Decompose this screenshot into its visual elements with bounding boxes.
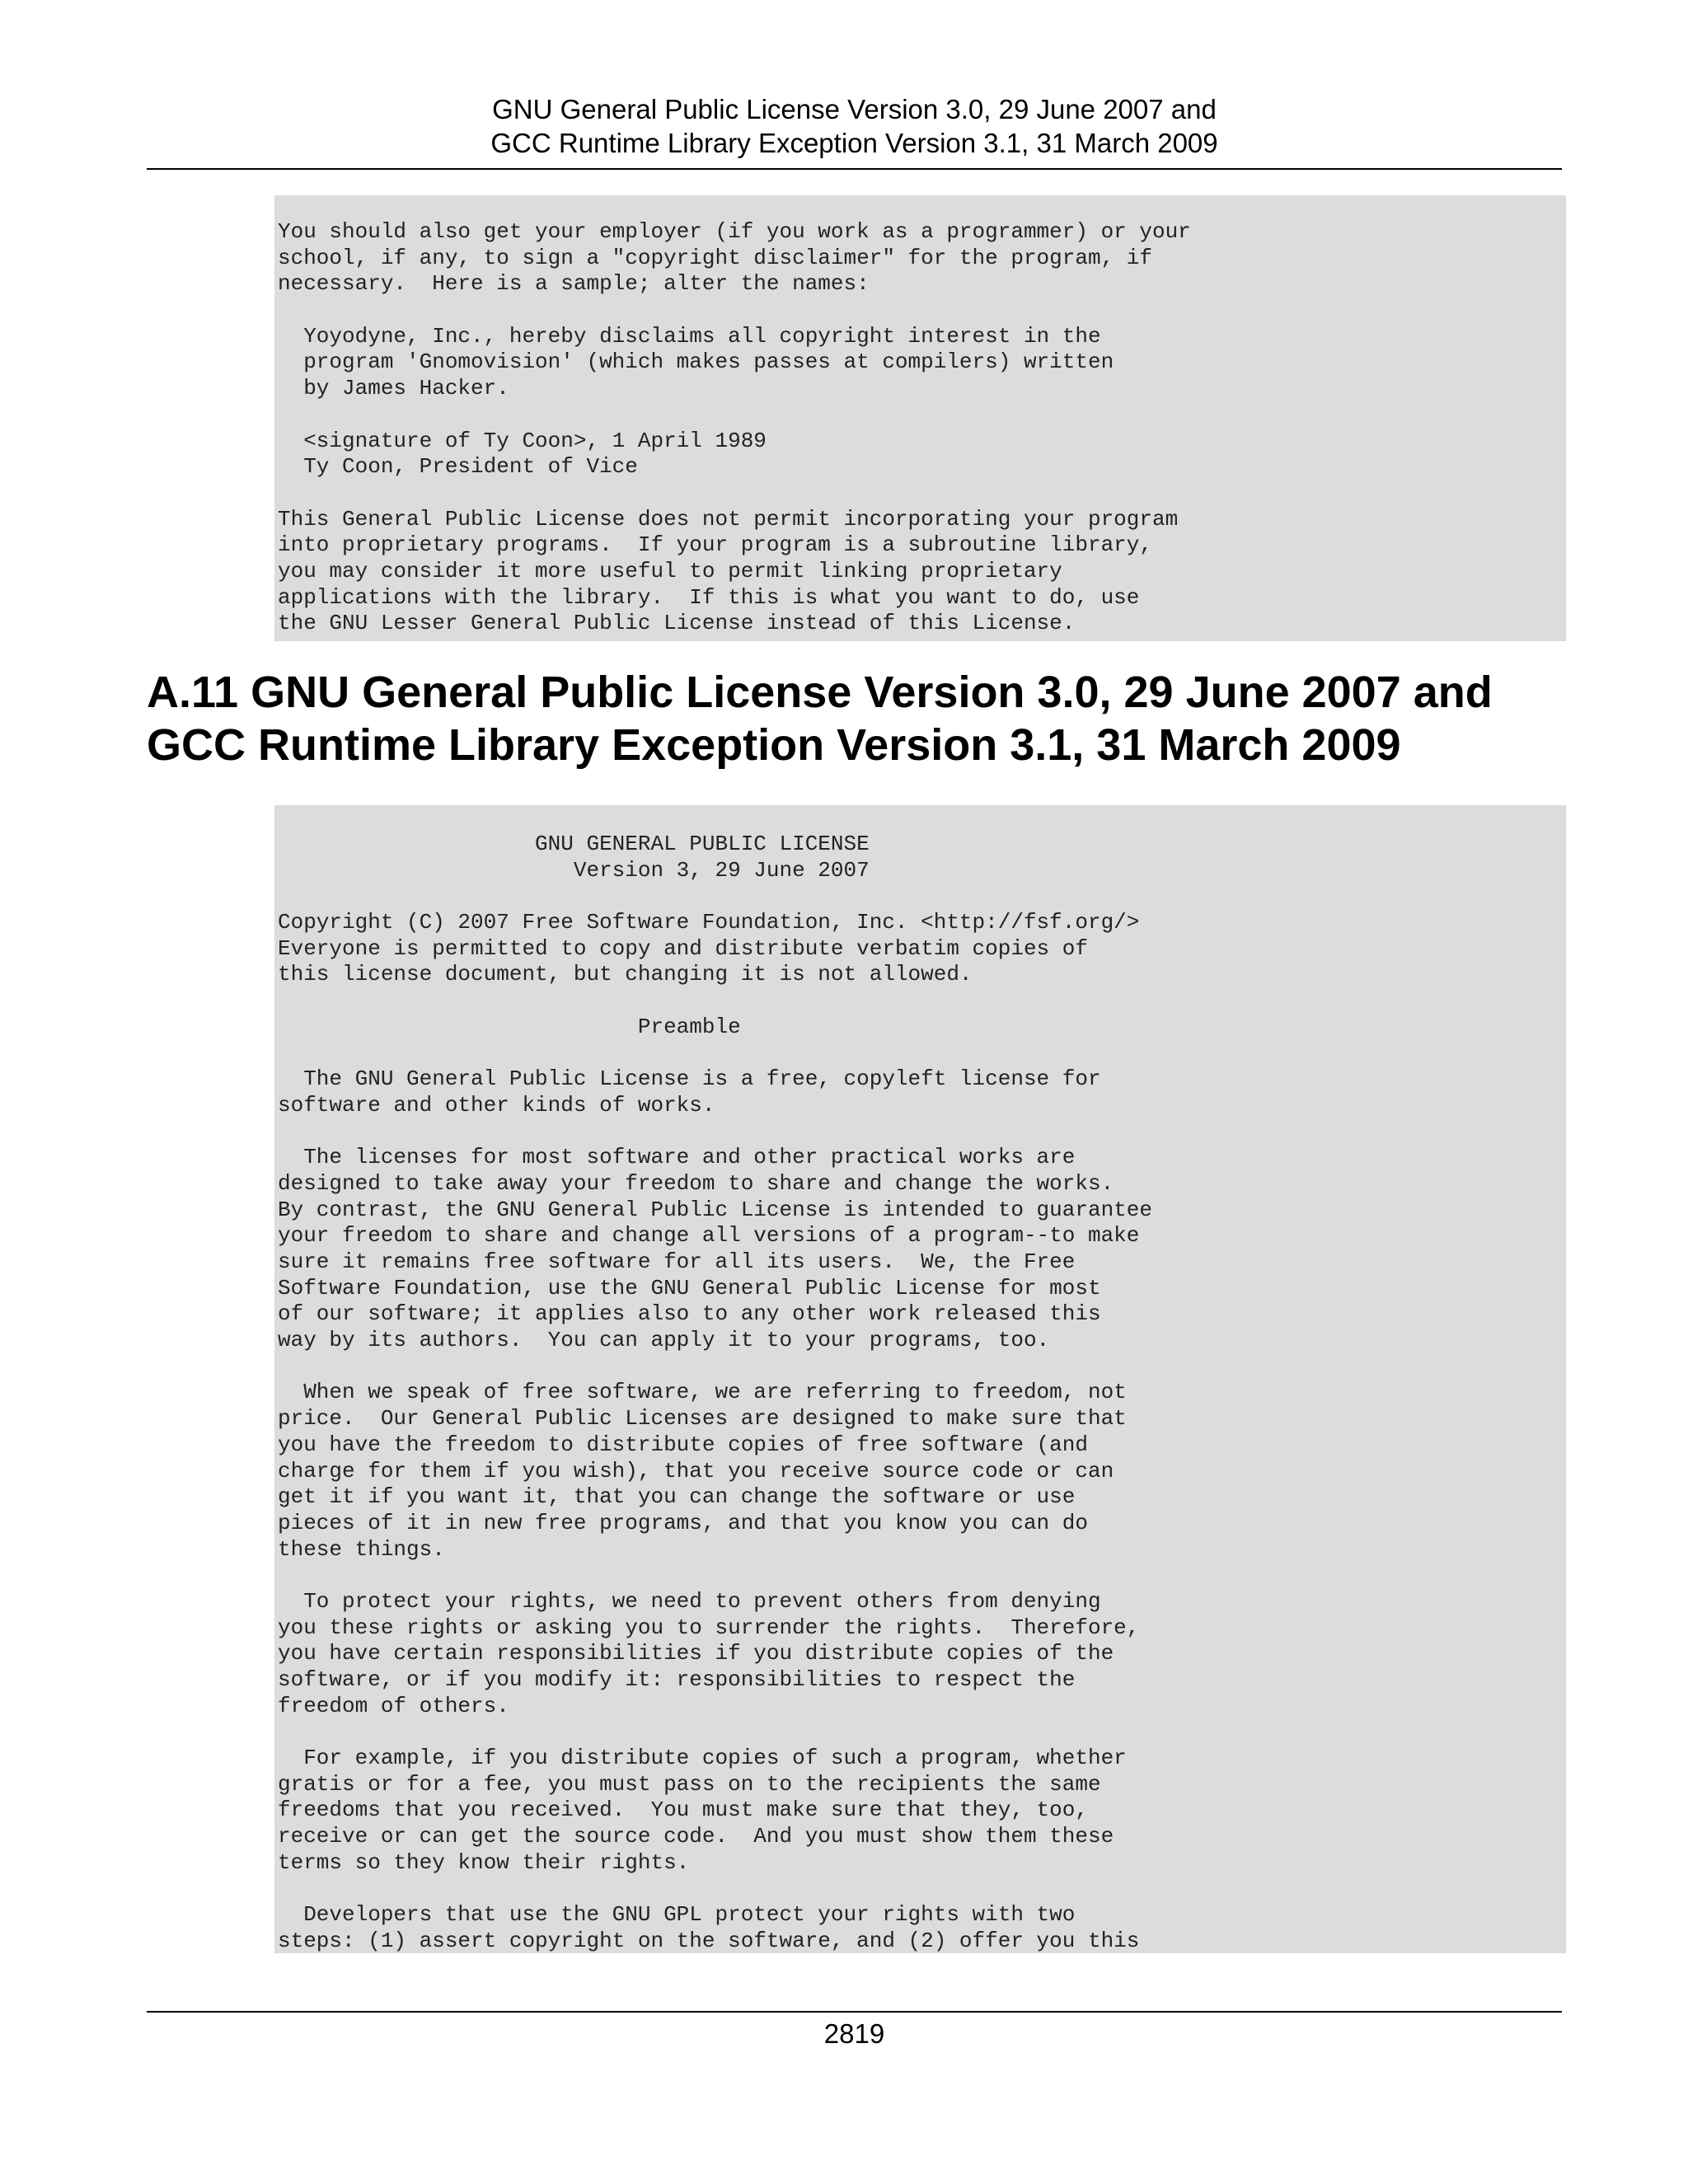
code-block-gpl-text [274,805,1566,1953]
code-line: Developers that use the GNU GPL protect your rights with two [278,1902,1076,1928]
code-line: Software Foundation, use the GNU General Public License for most [278,1275,1101,1301]
code-line [278,298,1566,324]
code-line [278,1354,1566,1380]
code-line: You should also get your employer (if you work as a programmer) or your [278,219,1191,244]
code-line: terms so they know their rights. [278,1849,690,1875]
section-heading [147,666,1562,771]
code-line: you may consider it more useful to permit linking proprietary [278,558,1062,583]
code-line: this license document, but changing it is not allowed. [278,962,973,987]
code-line: by James Hacker. [278,376,509,401]
code-line: Ty Coon, President of Vice [278,454,638,480]
code-line: When we speak of free software, we are referring to freedom, not [278,1380,1127,1405]
code-line: Copyright (C) 2007 Free Software Foundation, Inc. <http://fsf.org/> [278,910,1140,935]
code-line: charge for them if you wish), that you receive source code or can [278,1458,1114,1483]
header-divider [147,168,1562,170]
code-line [278,402,1566,429]
code-line: Preamble [278,1014,741,1039]
code-line: freedoms that you received. You must make sure that they, too, [278,1797,1088,1823]
code-line: freedom of others. [278,1693,509,1718]
code-line: gratis or for a fee, you must pass on to the recipients the same [278,1771,1101,1797]
code-line: pieces of it in new free programs, and that you know you can do [278,1510,1088,1535]
code-line: of our software; it applies also to any other work released this [278,1301,1101,1327]
code-line: you have certain responsibilities if you distribute copies of the [278,1641,1114,1666]
code-line: software and other kinds of works. [278,1092,715,1118]
code-line: the GNU Lesser General Public License instead of this License. [278,611,1076,636]
code-line: price. Our General Public Licenses are designed to make sure that [278,1406,1127,1432]
code-line: necessary. Here is a sample; alter the names: [278,271,870,297]
footer-divider [147,2011,1562,2013]
code-block-sample-disclaimer [274,195,1566,641]
code-line: you these rights or asking you to surrender the rights. Therefore, [278,1615,1140,1640]
code-line [278,1119,1566,1146]
code-line: designed to take away your freedom to share and change the works. [278,1170,1114,1196]
code-line: This General Public License does not permit incorporating your program [278,506,1179,532]
code-line [278,883,1566,910]
section-heading-line: A.11 GNU General Public License Version 3.0, 29 June 2007 and [147,668,1493,717]
code-line: way by its authors. You can apply it to your programs, too. [278,1328,1050,1353]
code-line: applications with the library. If this is what you want to do, use [278,584,1140,610]
code-line: GNU GENERAL PUBLIC LICENSE [278,832,870,856]
code-line [278,1719,1566,1746]
section-heading-line: GCC Runtime Library Exception Version 3.1, 31 March 2009 [147,720,1401,770]
code-line: get it if you want it, that you can change the software or use [278,1484,1076,1510]
code-line: program 'Gnomovision' (which makes passes at compilers) written [278,349,1114,375]
code-line: Yoyodyne, Inc., hereby disclaims all copyright interest in the [278,323,1101,349]
page-number: 2819 [823,2018,885,2049]
code-line: into proprietary programs. If your program is a subroutine library, [278,532,1152,558]
code-line: To protect your rights, we need to prevent others from denying [278,1588,1101,1614]
code-line: these things. [278,1536,445,1562]
code-line [278,480,1566,507]
running-header [147,92,1562,160]
code-line: sure it remains free software for all its users. We, the Free [278,1249,1076,1274]
code-line [278,988,1566,1015]
code-line: school, if any, to sign a "copyright disclaimer" for the program, if [278,245,1152,270]
code-line: For example, if you distribute copies of such a program, whether [278,1746,1127,1771]
code-line: The licenses for most software and other practical works are [278,1145,1076,1170]
code-line: receive or can get the source code. And you must show them these [278,1824,1114,1849]
code-line: steps: (1) assert copyright on the software, and (2) offer you this [278,1928,1140,1953]
code-line: By contrast, the GNU General Public License is intended to guarantee [278,1197,1152,1222]
running-header-line: GNU General Public License Version 3.0, 29 June 2007 and [492,94,1217,124]
running-header-line: GCC Runtime Library Exception Version 3.1, 31 March 2009 [490,128,1218,158]
code-line: software, or if you modify it: responsibilities to respect the [278,1667,1076,1692]
code-line [278,1877,1566,1903]
code-line [278,1041,1566,1067]
code-line: Version 3, 29 June 2007 [278,857,870,883]
code-line [278,1563,1566,1589]
code-line: Everyone is permitted to copy and distribute verbatim copies of [278,935,1088,961]
code-line: you have the freedom to distribute copies of free software (and [278,1432,1088,1457]
code-line: The GNU General Public License is a free, copyleft license for [278,1066,1101,1092]
code-line: <signature of Ty Coon>, 1 April 1989 [278,428,767,453]
code-line: your freedom to share and change all versions of a program--to make [278,1223,1140,1249]
